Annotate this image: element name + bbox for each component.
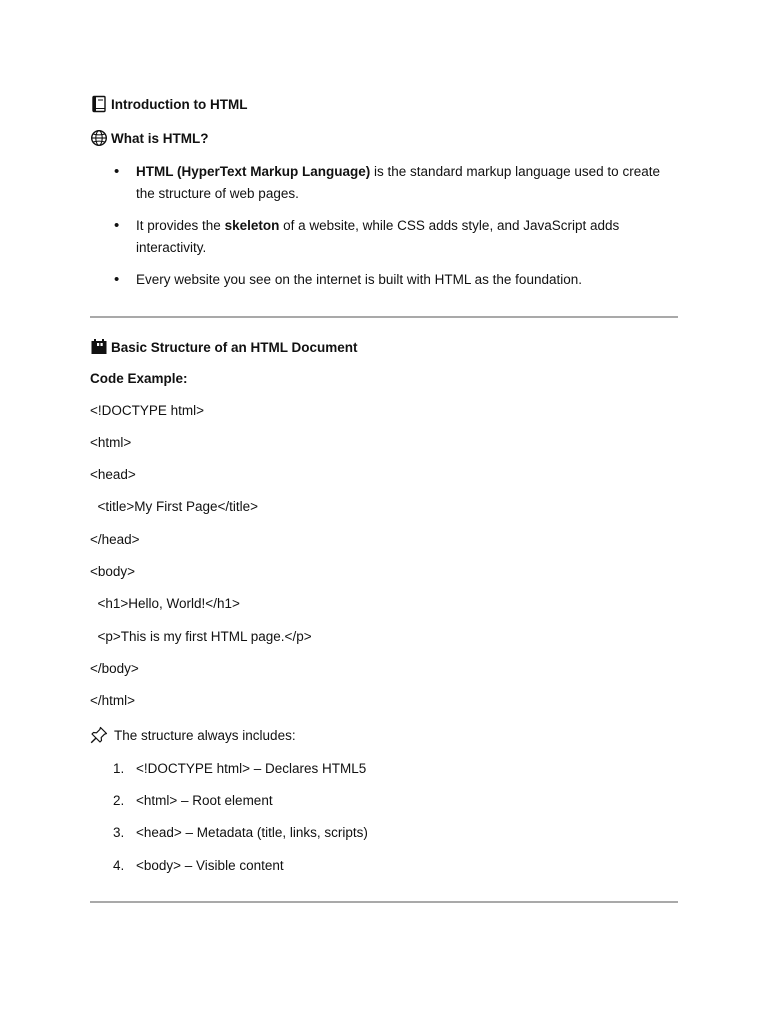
list-text: <head> – Metadata (title, links, scripts) (136, 825, 368, 840)
intro-heading (90, 95, 247, 113)
list-text: <body> – Visible content (136, 858, 284, 873)
list-item (113, 824, 368, 842)
bullet-text: of a website, while CSS adds style, and JavaScript adds interactivity. (136, 218, 620, 255)
code-example-label: Code Example: (90, 371, 188, 386)
bullet-item (136, 269, 671, 291)
bullet-text: is the standard markup language used to create the structure of web pages. (136, 164, 660, 201)
intro-heading-text: Introduction to HTML (111, 96, 248, 112)
code-line: </html> (90, 693, 136, 708)
list-item (113, 857, 284, 875)
code-line: <h1>Hello, World!</h1> (90, 596, 240, 611)
what-is-html-text: What is HTML? (111, 130, 209, 146)
globe-icon (90, 129, 108, 147)
code-line: </body> (90, 661, 139, 676)
structure-heading-text: Basic Structure of an HTML Document (111, 339, 358, 355)
code-line: </head> (90, 532, 140, 547)
list-number: 3. (113, 825, 125, 840)
bullet-bold: HTML (HyperText Markup Language) (136, 164, 371, 179)
pushpin-icon (90, 726, 108, 744)
section-divider (90, 901, 678, 903)
bullet-text: It provides the (136, 218, 225, 233)
bullet-text: Every website you see on the internet is built with HTML as the foundation. (136, 272, 582, 287)
code-line: <html> (90, 435, 132, 450)
code-line: <body> (90, 564, 136, 579)
section-divider (90, 316, 678, 318)
list-text: <html> – Root element (136, 793, 273, 808)
list-number: 1. (113, 761, 125, 776)
list-text: <!DOCTYPE html> – Declares HTML5 (136, 761, 367, 776)
code-line: <!DOCTYPE html> (90, 403, 205, 418)
what-is-html-heading (90, 129, 209, 147)
list-item (113, 792, 273, 810)
code-line: <head> (90, 467, 136, 482)
code-line: <p>This is my first HTML page.</p> (90, 629, 312, 644)
bullet-bold: skeleton (224, 218, 280, 233)
structure-note (90, 726, 296, 744)
filmstrip-icon (90, 338, 108, 356)
structure-heading (90, 338, 358, 356)
list-number: 4. (113, 858, 125, 873)
structure-note-text: The structure always includes: (114, 727, 296, 743)
bullet-item (136, 161, 671, 205)
book-icon (90, 95, 108, 113)
code-line: <title>My First Page</title> (90, 499, 259, 514)
bullet-item (136, 215, 671, 259)
list-item (113, 760, 367, 778)
list-number: 2. (113, 793, 125, 808)
